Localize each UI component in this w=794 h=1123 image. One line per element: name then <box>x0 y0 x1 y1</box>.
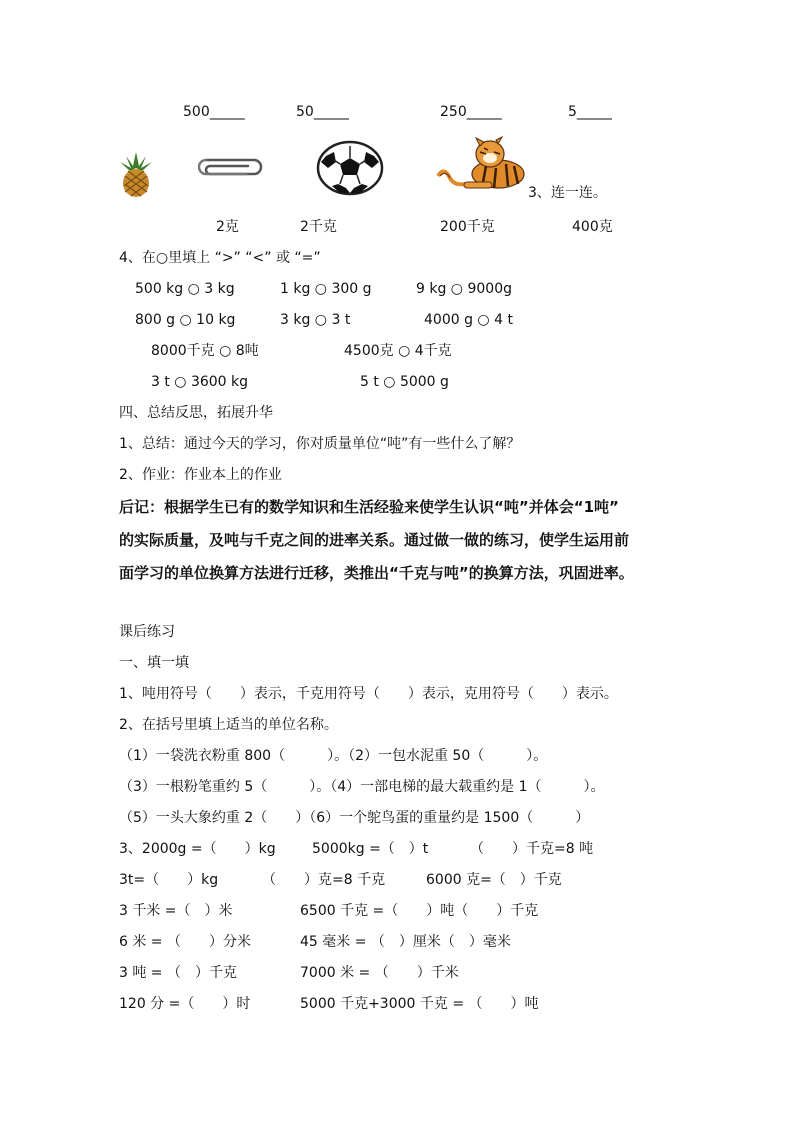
compare-item: 9 kg ○ 9000g <box>416 281 512 297</box>
tiger-picture <box>436 136 528 192</box>
compare-item: 500 kg ○ 3 kg <box>135 281 235 297</box>
compare-item: 8000千克 ○ 8吨 <box>151 343 259 359</box>
afterword-line-1: 后记：根据学生已有的数学知识和生活经验来使学生认识“吨”并体会“1吨” <box>119 498 619 516</box>
weight-200kg: 200千克 <box>440 219 495 235</box>
weight-2kg: 2千克 <box>300 219 337 235</box>
practice-q2: 2、在括号里填上适当的单位名称。 <box>119 717 338 733</box>
summary-item-2: 2、作业：作业本上的作业 <box>119 467 282 483</box>
compare-item: 3 kg ○ 3 t <box>280 312 351 328</box>
compare-item: 3 t ○ 3600 kg <box>151 374 249 390</box>
afterword-line-3: 面学习的单位换算方法进行迁移，类推出“千克与吨”的换算方法，巩固进率。 <box>119 564 634 582</box>
blank-50: 50_____ <box>296 104 349 120</box>
compare-item: 1 kg ○ 300 g <box>280 281 372 297</box>
practice-q3-item: 45 毫米 = （ ）厘米（ ）毫米 <box>300 934 511 950</box>
practice-q3-item: 3 吨 = （ ）千克 <box>119 965 237 981</box>
summary-heading: 四、总结反思，拓展升华 <box>119 405 273 421</box>
practice-q3-item: 3 千米 =（ ）米 <box>119 903 233 919</box>
afterword-line-2: 的实际质量，及吨与千克之间的进率关系。通过做一做的练习，使学生运用前 <box>119 531 630 549</box>
practice-section-1: 一、填一填 <box>119 655 189 671</box>
blank-250: 250_____ <box>440 104 502 120</box>
blank-500: 500_____ <box>183 104 245 120</box>
practice-q3-item: 120 分 =（ ）时 <box>119 996 251 1012</box>
practice-q3-item: 3、2000g =（ ）kg <box>119 841 276 857</box>
practice-q3-item: 3t=（ ）kg <box>119 872 219 888</box>
practice-q2-line: （5）一头大象约重 2（ ）（6）一个鸵鸟蛋的重量约是 1500（ ） <box>119 810 590 826</box>
compare-item: 4000 g ○ 4 t <box>424 312 513 328</box>
weight-2g: 2克 <box>216 219 239 235</box>
compare-item: 4500克 ○ 4千克 <box>344 343 452 359</box>
practice-q3-item: 6500 千克 =（ ）吨（ ）千克 <box>300 903 539 919</box>
pineapple-picture <box>116 150 156 198</box>
practice-q3-item: 7000 米 = （ ）千米 <box>300 965 459 981</box>
practice-q3-item: 6 米 = （ ）分米 <box>119 934 251 950</box>
compare-item: 800 g ○ 10 kg <box>135 312 236 328</box>
practice-q3-item: 6000 克=（ ）千克 <box>426 872 562 888</box>
match-section-label: 3、连一连。 <box>528 185 607 201</box>
practice-q2-line: （3）一根粉笔重约 5（ ）。（4）一部电梯的最大载重约是 1（ ）。 <box>119 779 605 795</box>
practice-q3-item: （ ）克=8 千克 <box>262 872 386 888</box>
paper-clip-picture <box>198 156 264 178</box>
blank-5: 5_____ <box>568 104 612 120</box>
practice-q3-item: （ ）千克=8 吨 <box>470 841 594 857</box>
practice-q1: 1、吨用符号（ ）表示，千克用符号（ ）表示，克用符号（ ）表示。 <box>119 686 618 702</box>
practice-q2-line: （1）一袋洗衣粉重 800（ ）。（2）一包水泥重 50（ ）。 <box>119 748 548 764</box>
summary-item-1: 1、总结：通过今天的学习，你对质量单位“吨”有一些什么了解？ <box>119 436 521 452</box>
weight-400g: 400克 <box>572 219 613 235</box>
practice-title: 课后练习 <box>119 624 175 640</box>
practice-q3-item: 5000 千克+3000 千克 = （ ）吨 <box>300 996 539 1012</box>
compare-title: 4、在○里填上 “>” “<” 或 “=” <box>119 250 321 266</box>
practice-q3-item: 5000kg =（ ）t <box>312 841 429 857</box>
compare-item: 5 t ○ 5000 g <box>360 374 449 390</box>
soccer-ball-picture <box>316 140 384 196</box>
